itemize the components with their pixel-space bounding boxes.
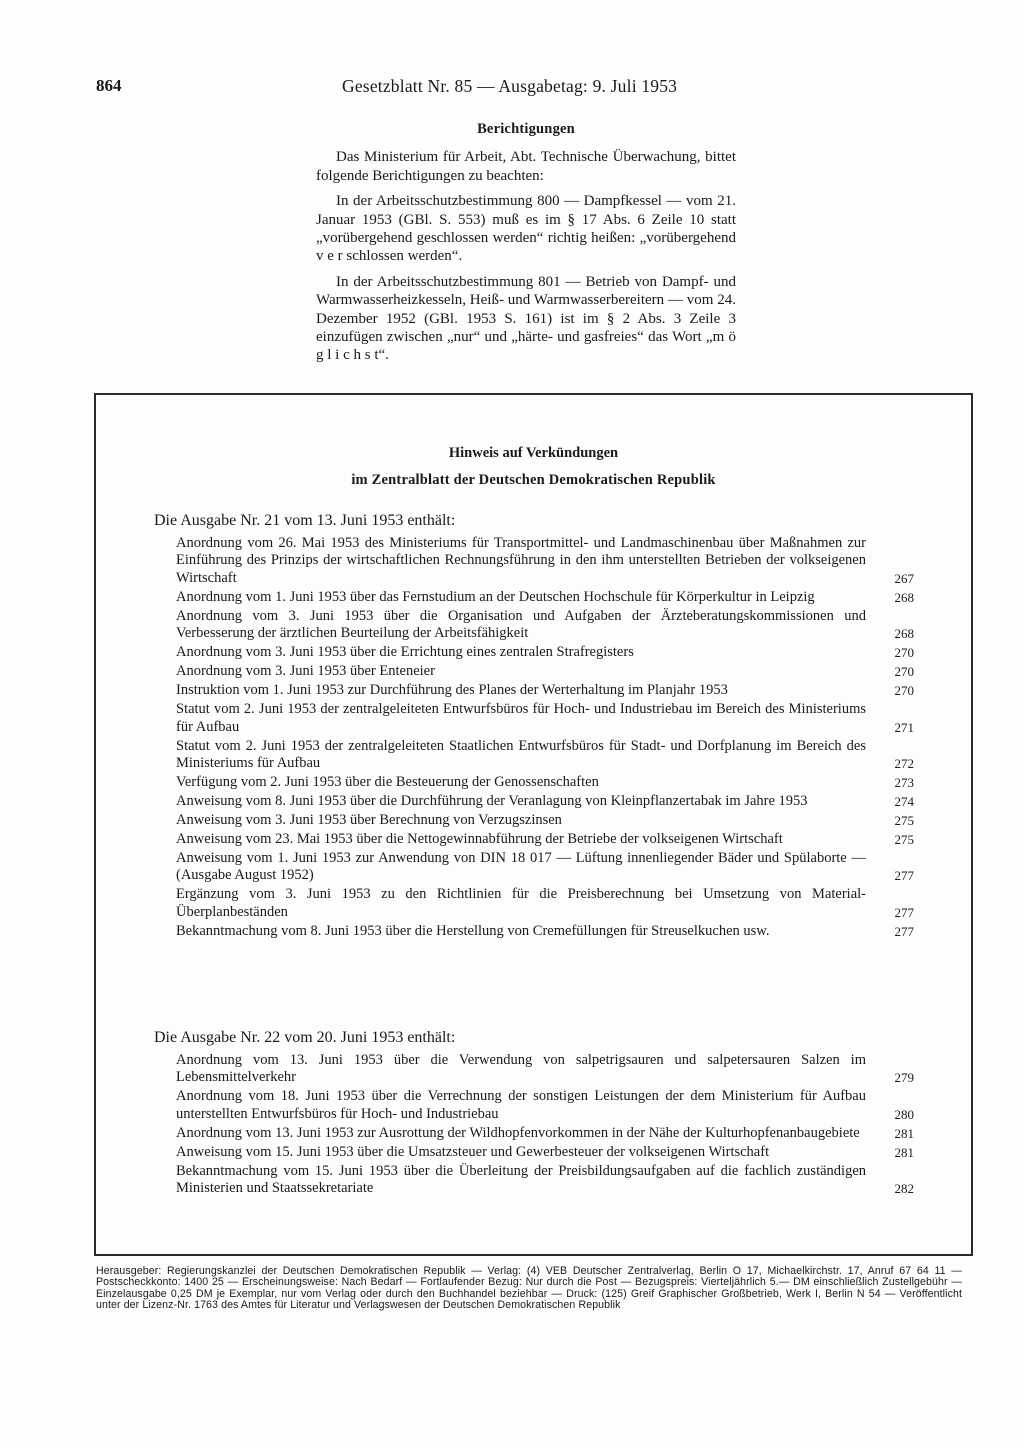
toc-entry-page: 277 bbox=[894, 904, 914, 920]
toc-entry-page: 268 bbox=[894, 589, 914, 605]
toc-entry-page: 277 bbox=[894, 923, 914, 939]
toc-entry-page: 270 bbox=[894, 683, 914, 699]
toc-entry-page: 270 bbox=[894, 664, 914, 680]
toc-entry bbox=[176, 1088, 914, 1123]
toc-entry-text: Ergänzung vom 3. Juni 1953 zu den Richtlinien für die Preisberechnung bei Umsetzung von Material-Überplanbeständen bbox=[176, 886, 866, 920]
toc-entry bbox=[176, 850, 914, 885]
toc-entry-text: Anordnung vom 13. Juni 1953 zur Ausrottung der Wildhopfenvorkommen in der Nähe der Kulturhopfenanbaugebiete bbox=[176, 1124, 860, 1141]
toc-entry-page: 275 bbox=[894, 813, 914, 829]
toc-entry-page: 281 bbox=[894, 1144, 914, 1160]
corrections-title: Berichtigungen bbox=[477, 121, 575, 137]
toc-entry bbox=[176, 774, 914, 791]
toc-entry-page: 281 bbox=[894, 1125, 914, 1141]
page-number: 864 bbox=[96, 76, 122, 95]
toc-entry-text: Anordnung vom 3. Juni 1953 über Enteneier bbox=[176, 663, 435, 680]
issue-22 bbox=[154, 1029, 914, 1199]
toc-entry bbox=[176, 1163, 914, 1198]
toc-entry-text: Bekanntmachung vom 15. Juni 1953 über die Überleitung der Preisbildungsaufgaben auf die fachlich zuständigen Ministerien und Staatssekretariate bbox=[176, 1162, 866, 1197]
toc-entry-text: Anordnung vom 3. Juni 1953 über die Errichtung eines zentralen Strafregisters bbox=[176, 644, 634, 661]
toc-entry-page: 274 bbox=[894, 794, 914, 810]
toc-entry bbox=[176, 738, 914, 773]
toc-entry-page: 267 bbox=[894, 570, 914, 586]
toc-entry-text: Anweisung vom 1. Juni 1953 zur Anwendung von DIN 18 017 — Lüftung innenliegender Bäder und Spülaborte — (Ausgabe August 1952) bbox=[176, 850, 866, 884]
toc-entry-text: Anordnung vom 26. Mai 1953 des Ministeriums für Transportmittel- und Landmaschinenbau über Maßnahmen zur Einführung des Prinzips der wirtschaftlichen Rechnungsführung in den ihm unterstellten Betrieben der volkseigenen Wirtschaft bbox=[176, 535, 866, 586]
toc-entry-text: Verfügung vom 2. Juni 1953 über die Besteuerung der Genossenschaften bbox=[176, 774, 599, 791]
toc-entry-page: 282 bbox=[894, 1181, 914, 1197]
gazette-title: Gesetzblatt Nr. 85 — Ausgabetag: 9. Juli 1953 bbox=[342, 76, 678, 96]
toc-entry bbox=[176, 886, 914, 921]
toc-entry-text: Bekanntmachung vom 8. Juni 1953 über die Herstellung von Cremefüllungen für Streuselkuchen usw. bbox=[176, 922, 770, 939]
notice-title: Hinweis auf Verkündungen bbox=[448, 445, 619, 461]
issue-heading: Die Ausgabe Nr. 22 vom 20. Juni 1953 enthält: bbox=[154, 1029, 456, 1046]
corrections-paragraph: Das Ministerium für Arbeit, Abt. Technische Überwachung, bittet folgende Berichtigungen zu beachten: bbox=[316, 149, 736, 184]
toc-entry-text: Anweisung vom 8. Juni 1953 über die Durchführung der Veranlagung von Kleinpflanzertabak im Jahre 1953 bbox=[176, 793, 808, 810]
toc-entry-text: Anweisung vom 15. Juni 1953 über die Umsatzsteuer und Gewerbesteuer der volkseigenen Wirtschaft bbox=[176, 1143, 770, 1160]
toc-entry-text: Anordnung vom 18. Juni 1953 über die Verrechnung der sonstigen Leistungen der dem Ministerium für Aufbau unterstellten Entwurfsbüros für Hoch- und Industriebau bbox=[176, 1088, 866, 1122]
notice-box bbox=[94, 393, 973, 1256]
toc-entry bbox=[176, 644, 914, 661]
toc-entry bbox=[176, 793, 914, 810]
toc-entry bbox=[176, 608, 914, 643]
toc-entry bbox=[176, 1052, 914, 1087]
toc-entry-page: 270 bbox=[894, 645, 914, 661]
publisher-footer: Herausgeber: Regierungskanzlei der Deutschen Demokratischen Republik — Verlag: (4) VEB Deutscher Zentralverlag, Berlin O 17, Michaelkirchstr. 17, Anruf 67 64 11 — Postscheckkonto: 1400 25 — Erscheinungsweise: Nach Bedarf — Fortlaufender Bezug: Nur durch die Post — Bezugspreis: Vierteljährlich 5.— DM einschließlich Zustellgebühr — Einzelausgabe 0,25 DM je Exemplar, nur vom Verlag oder durch den Buchhandel beziehbar — Druck: (125) Greif Graphischer Großbetrieb, Werk I, Berlin N 54 — Veröffentlicht unter der Lizenz-Nr. 1763 des Amtes für Literatur und Verlagswesen der Deutschen Demokratischen Republik bbox=[96, 1265, 962, 1312]
toc-entry bbox=[176, 812, 914, 829]
notice-subtitle: im Zentralblatt der Deutschen Demokratischen Republik bbox=[351, 472, 716, 488]
toc-entry-text: Anordnung vom 1. Juni 1953 über das Fernstudium an der Deutschen Hochschule für Körperkultur in Leipzig bbox=[176, 588, 815, 605]
entry-list bbox=[154, 1052, 914, 1198]
toc-entry bbox=[176, 831, 914, 848]
toc-entry-page: 272 bbox=[894, 756, 914, 772]
toc-entry-page: 279 bbox=[894, 1070, 914, 1086]
toc-entry bbox=[176, 1144, 914, 1161]
toc-entry-text: Instruktion vom 1. Juni 1953 zur Durchführung des Planes der Werterhaltung im Planjahr 1953 bbox=[176, 682, 728, 699]
toc-entry bbox=[176, 589, 914, 606]
issue-21 bbox=[154, 512, 914, 942]
toc-entry-text: Anordnung vom 3. Juni 1953 über die Organisation und Aufgaben der Ärzteberatungskommissionen und Verbesserung der ärztlichen Beurteilung der Arbeitsfähigkeit bbox=[176, 607, 866, 642]
toc-entry bbox=[176, 682, 914, 699]
toc-entry bbox=[176, 535, 914, 587]
toc-entry-page: 271 bbox=[894, 719, 914, 735]
toc-entry-text: Statut vom 2. Juni 1953 der zentralgeleiteten Staatlichen Entwurfsbüros für Stadt- und Dorfplanung im Bereich des Ministeriums für Aufbau bbox=[176, 737, 866, 772]
toc-entry-text: Anweisung vom 23. Mai 1953 über die Nettogewinnabführung der Betriebe der volkseigenen Wirtschaft bbox=[176, 831, 783, 848]
toc-entry-page: 268 bbox=[894, 626, 914, 642]
toc-entry-page: 277 bbox=[894, 868, 914, 884]
corrections-section bbox=[316, 120, 736, 372]
toc-entry-page: 275 bbox=[894, 832, 914, 848]
toc-entry-page: 273 bbox=[894, 775, 914, 791]
toc-entry-text: Anordnung vom 13. Juni 1953 über die Verwendung von salpetrigsauren und salpetersauren Salzen im Lebensmittelverkehr bbox=[176, 1052, 866, 1086]
toc-entry-page: 280 bbox=[894, 1106, 914, 1122]
toc-entry bbox=[176, 663, 914, 680]
entry-list bbox=[154, 535, 914, 940]
toc-entry-text: Anweisung vom 3. Juni 1953 über Berechnung von Verzugszinsen bbox=[176, 812, 562, 829]
corrections-paragraph: In der Arbeitsschutzbestimmung 801 — Betrieb von Dampf- und Warmwasserheizkesseln, Heiß- und Warmwasserbereitern — vom 24. Dezember 1952 (GBl. 1953 S. 161) ist im § 2 Abs. 3 Zeile 3 einzufügen zwischen „nur“ und „härte- und gasfreies“ das Wort „m ö g l i c h s t“. bbox=[316, 273, 736, 364]
page-header bbox=[96, 76, 724, 100]
issue-heading: Die Ausgabe Nr. 21 vom 13. Juni 1953 enthält: bbox=[154, 512, 456, 529]
toc-entry bbox=[176, 923, 914, 940]
corrections-paragraph: In der Arbeitsschutzbestimmung 800 — Dampfkessel — vom 21. Januar 1953 (GBl. S. 553) muß es im § 17 Abs. 6 Zeile 10 statt „vorübergehend geschlossen werden“ richtig heißen: „vorübergehend v e r schlossen werden“. bbox=[316, 193, 736, 265]
toc-entry bbox=[176, 701, 914, 736]
toc-entry bbox=[176, 1125, 914, 1142]
toc-entry-text: Statut vom 2. Juni 1953 der zentralgeleiteten Entwurfsbüros für Hoch- und Industriebau im Bereich des Ministeriums für Aufbau bbox=[176, 701, 866, 735]
